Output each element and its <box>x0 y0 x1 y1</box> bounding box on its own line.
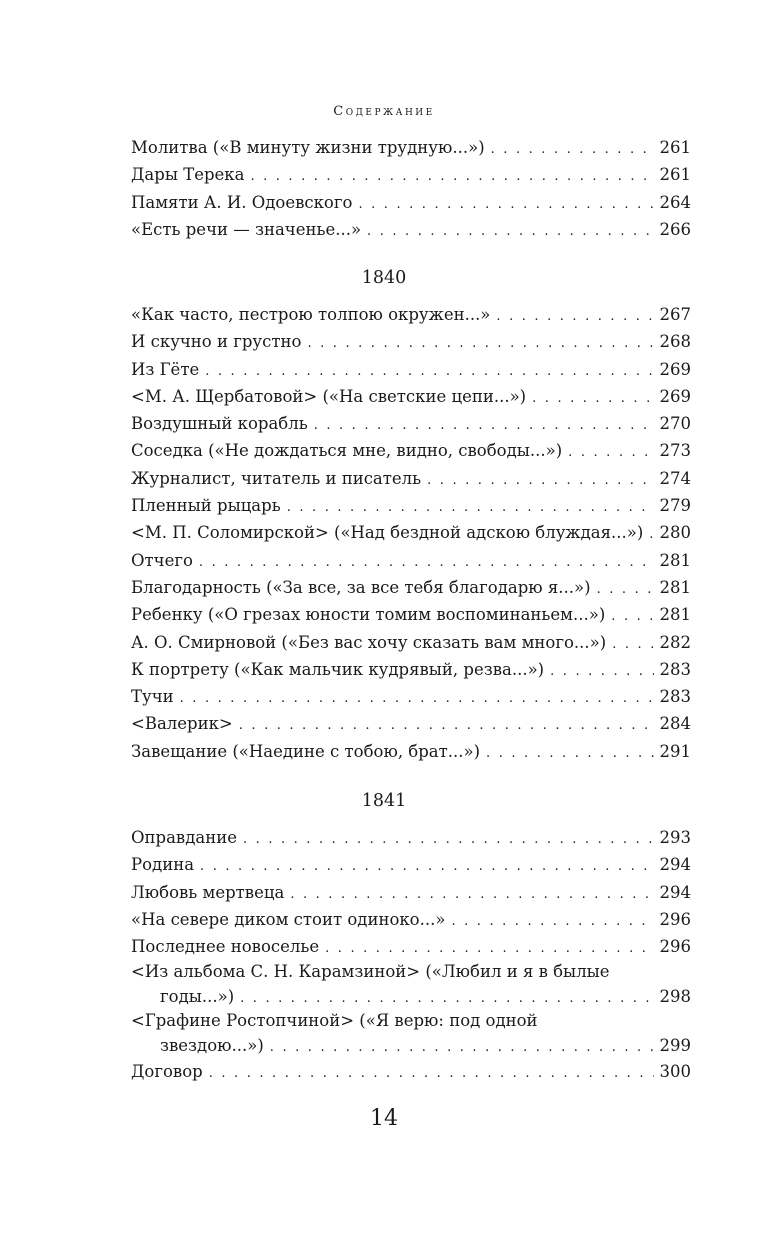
year-heading-1840: 1840 <box>361 268 407 288</box>
entry-title: Родина <box>131 855 195 875</box>
toc-entry[interactable] <box>131 328 691 355</box>
dot-leader <box>200 853 653 880</box>
entry-page: 274 <box>659 468 691 488</box>
entry-page: 294 <box>659 855 691 875</box>
entry-page: 261 <box>659 165 691 185</box>
entry-page: 261 <box>659 138 691 157</box>
toc-entry[interactable] <box>131 356 691 383</box>
dot-leader <box>270 1035 654 1060</box>
entry-page: 281 <box>659 605 691 625</box>
entry-page: 264 <box>659 192 691 212</box>
dot-leader <box>367 218 653 245</box>
entry-title-line1: <Графине Ростопчиной> («Я верю: под одной <box>131 1011 538 1031</box>
toc-entry[interactable] <box>131 1058 691 1085</box>
entry-title: И скучно и грустно <box>131 332 302 352</box>
dot-leader <box>239 712 654 739</box>
entry-page: 283 <box>659 687 691 707</box>
entry-title: Памяти А. И. Одоевского <box>131 192 353 212</box>
toc-entry[interactable] <box>131 437 691 464</box>
entry-title: Завещание («Наедине с тобою, брат...») <box>131 741 481 761</box>
dot-leader <box>649 521 653 548</box>
entry-page: 296 <box>659 909 691 929</box>
dot-leader <box>290 881 653 908</box>
entry-title: «Есть речи — значенье...» <box>131 219 362 239</box>
toc-entry[interactable] <box>131 879 691 906</box>
dot-leader <box>532 385 653 412</box>
dot-leader <box>611 603 653 630</box>
entry-title: Соседка («Не дождаться мне, видно, свободы...») <box>131 441 563 461</box>
toc-entry[interactable] <box>131 683 691 710</box>
toc-entry-multiline[interactable] <box>131 1009 691 1058</box>
toc-entry[interactable] <box>131 519 691 546</box>
toc-entry[interactable] <box>131 656 691 683</box>
entry-title: <Валерик> <box>131 714 233 734</box>
toc-entry[interactable] <box>131 301 691 328</box>
toc-entry[interactable] <box>131 824 691 851</box>
entry-title: Любовь мертвеца <box>131 882 285 902</box>
entry-page: 294 <box>659 882 691 902</box>
dot-leader <box>496 303 653 330</box>
entry-page: 283 <box>659 659 691 679</box>
toc-entry[interactable] <box>131 134 691 161</box>
dot-leader <box>486 740 653 767</box>
entry-title: <М. А. Щербатовой> («На светские цепи...») <box>131 386 527 406</box>
entry-page: 270 <box>659 414 691 434</box>
dot-leader <box>550 658 653 685</box>
entry-page: 298 <box>659 987 691 1007</box>
entry-title: Тучи <box>131 687 174 707</box>
toc-entry[interactable] <box>131 383 691 410</box>
dot-leader <box>287 494 654 521</box>
toc-entry[interactable] <box>131 465 691 492</box>
toc-entry[interactable] <box>131 574 691 601</box>
entry-title: Воздушный корабль <box>131 414 308 434</box>
entry-page: 266 <box>659 219 691 239</box>
entry-page: 280 <box>659 523 691 543</box>
dot-leader <box>240 986 653 1011</box>
dot-leader <box>597 576 654 603</box>
entry-title: Отчего <box>131 550 193 570</box>
toc-entry-multiline[interactable] <box>131 960 691 1009</box>
entry-page: 299 <box>659 1036 691 1056</box>
entry-title: Журналист, читатель и писатель <box>131 468 422 488</box>
entry-title: Ребенку («О грезах юности томим воспоминаньем...») <box>131 605 606 625</box>
entry-title: А. О. Смирновой («Без вас хочу сказать вам много...») <box>131 632 607 652</box>
toc-entry[interactable] <box>131 547 691 574</box>
dot-leader <box>209 1060 654 1087</box>
entry-page: 300 <box>659 1062 691 1082</box>
dot-leader <box>427 467 653 494</box>
entry-title: Пленный рыцарь <box>131 496 281 516</box>
toc-entry[interactable] <box>131 933 691 960</box>
toc-section-continued <box>131 134 691 243</box>
entry-page: 268 <box>659 332 691 352</box>
entry-title: Договор <box>131 1062 203 1082</box>
entry-page: 269 <box>659 386 691 406</box>
toc-section-1841 <box>131 824 691 1086</box>
entry-title: Дары Терека <box>131 165 245 185</box>
dot-leader <box>199 549 654 576</box>
dot-leader <box>314 412 654 439</box>
toc-section-1840 <box>131 301 691 765</box>
toc-entry[interactable] <box>131 906 691 933</box>
entry-title: К портрету («Как мальчик кудрявый, резва...») <box>131 659 545 679</box>
dot-leader <box>250 163 653 190</box>
entry-page: 296 <box>659 937 691 957</box>
entry-title: <М. П. Соломирской> («Над бездной адскою блуждая...») <box>131 523 644 543</box>
toc-entry[interactable] <box>131 216 691 243</box>
toc-entry[interactable] <box>131 410 691 437</box>
running-head: Содержание <box>333 104 435 119</box>
dot-leader <box>307 330 653 357</box>
dot-leader <box>243 826 654 853</box>
entry-page: 281 <box>659 577 691 597</box>
dot-leader <box>205 358 653 385</box>
toc-entry[interactable] <box>131 492 691 519</box>
entry-page: 281 <box>659 550 691 570</box>
dot-leader <box>180 685 654 712</box>
entry-title: Последнее новоселье <box>131 937 320 957</box>
entry-title: «На севере диком стоит одиноко...» <box>131 909 446 929</box>
dot-leader <box>612 631 653 658</box>
dot-leader <box>451 908 653 935</box>
entry-page: 284 <box>659 714 691 734</box>
entry-title: «Как часто, пестрою толпою окружен...» <box>131 305 491 324</box>
dot-leader <box>325 935 653 962</box>
dot-leader <box>491 136 654 163</box>
entry-page: 279 <box>659 496 691 516</box>
entry-title: Благодарность («За все, за все тебя благодарю я...») <box>131 577 591 597</box>
entry-page: 269 <box>659 359 691 379</box>
entry-page: 293 <box>659 828 691 847</box>
dot-leader <box>358 191 653 218</box>
entry-page: 267 <box>659 305 691 324</box>
toc-entry[interactable] <box>131 189 691 216</box>
toc-entry[interactable] <box>131 161 691 188</box>
toc-entry[interactable] <box>131 710 691 737</box>
page-number: 14 <box>370 1106 398 1131</box>
toc-entry[interactable] <box>131 738 691 765</box>
entry-page: 282 <box>659 632 691 652</box>
dot-leader <box>568 439 653 466</box>
entry-title: Молитва («В минуту жизни трудную...») <box>131 138 485 157</box>
toc-entry[interactable] <box>131 629 691 656</box>
entry-title: Оправдание <box>131 828 237 847</box>
toc-entry[interactable] <box>131 601 691 628</box>
toc-entry[interactable] <box>131 851 691 878</box>
entry-page: 273 <box>659 441 691 461</box>
entry-title-line1: <Из альбома С. Н. Карамзиной> («Любил и я в былые <box>131 962 610 982</box>
entry-page: 291 <box>659 741 691 761</box>
entry-title-line2: годы...») <box>160 987 235 1007</box>
year-heading-1841: 1841 <box>361 791 407 811</box>
entry-title: Из Гёте <box>131 359 200 379</box>
entry-title-line2: звездою...») <box>160 1036 264 1056</box>
